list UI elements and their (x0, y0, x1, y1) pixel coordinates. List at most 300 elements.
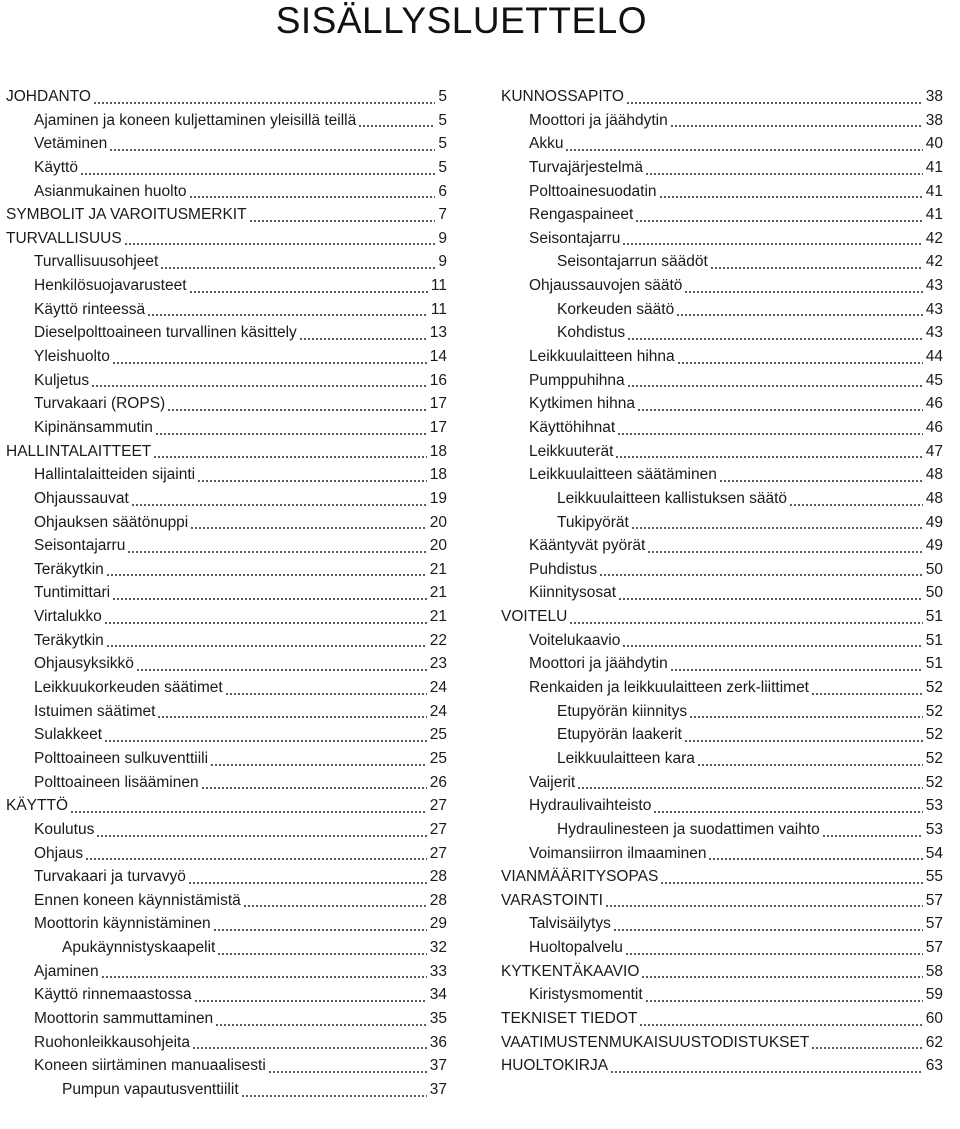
toc-entry-page: 24 (429, 679, 447, 697)
dot-leader (299, 338, 427, 340)
dot-leader (109, 149, 435, 151)
toc-entry-page: 42 (925, 253, 943, 271)
toc-entry-title: Puhdistus (529, 560, 598, 578)
toc-entry-page: 14 (429, 348, 447, 366)
toc-entry-page: 54 (925, 844, 943, 862)
toc-entry[interactable] (6, 1078, 447, 1102)
toc-entry-title: Moottorin käynnistäminen (34, 915, 211, 933)
toc-entry[interactable] (501, 983, 943, 1007)
toc-entry[interactable] (501, 652, 943, 676)
dot-leader (188, 882, 427, 884)
dot-leader (147, 314, 428, 316)
dot-leader (190, 527, 426, 529)
toc-entry-title: Käyttö rinnemaastossa (34, 986, 192, 1004)
dot-leader (627, 385, 923, 387)
toc-entry-title: Ajaminen ja koneen kuljettaminen yleisillä teillä (34, 111, 357, 129)
toc-entry-title: Istuimen säätimet (34, 702, 156, 720)
toc-entry-title: Henkilösuojavarusteet (34, 277, 187, 295)
dot-leader (80, 173, 435, 175)
dot-leader (618, 598, 923, 600)
toc-entry[interactable] (501, 723, 943, 747)
toc-entry-page: 46 (925, 418, 943, 436)
dot-leader (569, 622, 922, 624)
toc-entry-page: 53 (925, 797, 943, 815)
toc-entry-title: TURVALLISUUS (6, 229, 122, 247)
toc-entry[interactable] (6, 558, 447, 582)
toc-entry[interactable] (501, 487, 943, 511)
toc-entry-title: Turvakaari ja turvavyö (34, 868, 186, 886)
toc-entry-page: 58 (925, 962, 943, 980)
toc-entry[interactable] (501, 676, 943, 700)
dot-leader (160, 267, 435, 269)
toc-entry[interactable] (6, 440, 447, 464)
toc-entry[interactable] (501, 85, 943, 109)
toc-entry-title: Moottori ja jäähdytin (529, 111, 668, 129)
toc-entry-title: Talvisäilytys (529, 915, 611, 933)
toc-entry-page: 62 (925, 1033, 943, 1051)
toc-entry[interactable] (501, 298, 943, 322)
toc-entry-page: 42 (925, 229, 943, 247)
toc-entry[interactable] (6, 463, 447, 487)
dot-leader (136, 669, 427, 671)
toc-entry-page: 51 (925, 655, 943, 673)
toc-entry[interactable] (6, 983, 447, 1007)
dot-leader (622, 645, 922, 647)
toc-entry-page: 36 (429, 1033, 447, 1051)
toc-entry[interactable] (501, 794, 943, 818)
toc-entry-page: 37 (429, 1057, 447, 1075)
toc-entry-title: VOITELU (501, 608, 568, 626)
toc-entry[interactable] (501, 936, 943, 960)
toc-entry-page: 49 (925, 537, 943, 555)
toc-entry-title: Teräkytkin (34, 560, 104, 578)
toc-entry-page: 41 (925, 158, 943, 176)
toc-entry-title: Sulakkeet (34, 726, 103, 744)
toc-entry[interactable] (6, 700, 447, 724)
dot-leader (689, 716, 923, 718)
toc-entry[interactable] (6, 629, 447, 653)
toc-entry[interactable] (6, 794, 447, 818)
toc-entry[interactable] (6, 132, 447, 156)
dot-leader (268, 1071, 427, 1073)
toc-entry-title: Rengaspaineet (529, 206, 634, 224)
dot-leader (637, 409, 923, 411)
toc-entry[interactable] (501, 605, 943, 629)
toc-entry-title: Etupyörän kiinnitys (557, 702, 688, 720)
toc-entry-title: Leikkuuterät (529, 442, 614, 460)
toc-entry-page: 50 (925, 560, 943, 578)
dot-leader (106, 574, 427, 576)
dot-leader (153, 456, 426, 458)
toc-entry[interactable] (6, 842, 447, 866)
toc-entry[interactable] (501, 369, 943, 393)
toc-entry-title: Kohdistus (557, 324, 626, 342)
toc-entry[interactable] (501, 960, 943, 984)
toc-entry[interactable] (501, 321, 943, 345)
dot-leader (639, 1024, 922, 1026)
toc-entry[interactable] (6, 250, 447, 274)
toc-entry-page: 24 (429, 702, 447, 720)
toc-entry[interactable] (501, 534, 943, 558)
dot-leader (684, 740, 923, 742)
toc-entry-title: Koneen siirtäminen manuaalisesti (34, 1057, 266, 1075)
toc-entry-title: Renkaiden ja leikkuulaitteen zerk-liittimet (529, 679, 809, 697)
toc-entry[interactable] (501, 132, 943, 156)
dot-leader (670, 125, 923, 127)
toc-entry[interactable] (501, 1007, 943, 1031)
toc-entry-title: Voitelukaavio (529, 631, 621, 649)
toc-entry-title: Dieselpolttoaineen turvallinen käsittely (34, 324, 297, 342)
dot-leader (96, 835, 426, 837)
dot-leader (789, 504, 923, 506)
toc-entry[interactable] (6, 936, 447, 960)
toc-entry[interactable] (501, 1054, 943, 1078)
dot-leader (811, 1047, 922, 1049)
dot-leader (670, 669, 923, 671)
toc-entry-title: Akku (529, 135, 564, 153)
toc-entry[interactable] (6, 321, 447, 345)
toc-entry-page: 5 (438, 111, 447, 129)
dot-leader (215, 1024, 427, 1026)
toc-entry-page: 18 (429, 466, 447, 484)
toc-entry[interactable] (6, 274, 447, 298)
toc-entry[interactable] (6, 156, 447, 180)
dot-leader (647, 551, 922, 553)
toc-entry[interactable] (6, 534, 447, 558)
toc-entry[interactable] (501, 392, 943, 416)
toc-entry-title: Polttoaineen sulkuventtiili (34, 749, 209, 767)
dot-leader (167, 409, 427, 411)
toc-entry-page: 9 (438, 253, 447, 271)
toc-entry[interactable] (501, 274, 943, 298)
toc-entry[interactable] (6, 605, 447, 629)
toc-entry-title: VAATIMUSTENMUKAISUUSTODISTUKSET (501, 1033, 810, 1051)
toc-entry[interactable] (501, 180, 943, 204)
toc-entry[interactable] (501, 156, 943, 180)
toc-entry-page: 52 (925, 726, 943, 744)
dot-leader (243, 905, 427, 907)
toc-entry[interactable] (6, 416, 447, 440)
dot-leader (189, 196, 436, 198)
dot-leader (708, 858, 922, 860)
toc-entry-page: 21 (429, 584, 447, 602)
toc-entry-page: 45 (925, 371, 943, 389)
toc-entry-page: 48 (925, 489, 943, 507)
toc-entry[interactable] (6, 723, 447, 747)
toc-entry-page: 46 (925, 395, 943, 413)
toc-entry-page: 57 (925, 915, 943, 933)
toc-entry[interactable] (501, 227, 943, 251)
toc-entry-title: KYTKENTÄKAAVIO (501, 962, 640, 980)
toc-entry-title: VIANMÄÄRITYSOPAS (501, 868, 659, 886)
dot-leader (684, 291, 922, 293)
toc-entry-page: 51 (925, 631, 943, 649)
toc-entry[interactable] (6, 581, 447, 605)
toc-entry-page: 20 (429, 513, 447, 531)
toc-entry-title: Moottorin sammuttaminen (34, 1009, 214, 1027)
toc-entry-title: Teräkytkin (34, 631, 104, 649)
toc-entry-page: 49 (925, 513, 943, 531)
toc-entry[interactable] (501, 747, 943, 771)
toc-entry[interactable] (501, 581, 943, 605)
toc-entry-page: 28 (429, 868, 447, 886)
toc-entry-page: 38 (925, 111, 943, 129)
toc-entry-page: 22 (429, 631, 447, 649)
toc-entry-page: 43 (925, 300, 943, 318)
toc-entry[interactable] (6, 865, 447, 889)
toc-entry-title: Koulutus (34, 820, 95, 838)
toc-entry-title: Voimansiirron ilmaaminen (529, 844, 707, 862)
toc-entry[interactable] (501, 1031, 943, 1055)
dot-leader (610, 1071, 923, 1073)
toc-entry-title: Hydraulivaihteisto (529, 797, 652, 815)
toc-entry[interactable] (501, 818, 943, 842)
toc-entry-page: 27 (429, 820, 447, 838)
dot-leader (622, 243, 922, 245)
dot-leader (70, 811, 427, 813)
toc-entry[interactable] (6, 369, 447, 393)
toc-entry-page: 25 (429, 726, 447, 744)
toc-entry-title: Vetäminen (34, 135, 108, 153)
toc-entry-page: 55 (925, 868, 943, 886)
toc-entry[interactable] (501, 203, 943, 227)
toc-entry[interactable] (501, 912, 943, 936)
dot-leader (565, 149, 922, 151)
dot-leader (93, 102, 435, 104)
toc-entry-page: 19 (429, 489, 447, 507)
toc-entry[interactable] (6, 747, 447, 771)
toc-entry-page: 57 (925, 891, 943, 909)
toc-entry-title: Turvallisuusohjeet (34, 253, 159, 271)
toc-entry-title: Kytkimen hihna (529, 395, 635, 413)
dot-leader (653, 811, 922, 813)
toc-entry-title: Korkeuden säätö (557, 300, 675, 318)
toc-entry-page: 20 (429, 537, 447, 555)
toc-entry-page: 52 (925, 679, 943, 697)
toc-entry-page: 57 (925, 939, 943, 957)
toc-entry[interactable] (501, 511, 943, 535)
toc-entry-title: Ohjauksen säätönuppi (34, 513, 189, 531)
toc-entry-page: 63 (925, 1057, 943, 1075)
toc-entry-title: Seisontajarrun säädöt (557, 253, 708, 271)
toc-entry-page: 33 (429, 962, 447, 980)
dot-leader (660, 882, 922, 884)
toc-entry-page: 44 (925, 348, 943, 366)
dot-leader (217, 953, 426, 955)
toc-entry-page: 17 (429, 395, 447, 413)
toc-entry-page: 43 (925, 277, 943, 295)
toc-entry-page: 23 (429, 655, 447, 673)
toc-entry-page: 41 (925, 206, 943, 224)
dot-leader (131, 504, 427, 506)
toc-entry[interactable] (6, 203, 447, 227)
dot-leader (615, 456, 922, 458)
toc-entry-page: 53 (925, 820, 943, 838)
dot-leader (85, 858, 427, 860)
toc-entry[interactable] (6, 85, 447, 109)
dot-leader (631, 527, 923, 529)
toc-entry-page: 21 (429, 560, 447, 578)
toc-entry-page: 41 (925, 182, 943, 200)
toc-entry-title: Hallintalaitteiden sijainti (34, 466, 196, 484)
toc-entry-page: 5 (438, 135, 447, 153)
toc-entry[interactable] (6, 392, 447, 416)
dot-leader (676, 314, 923, 316)
dot-leader (599, 574, 923, 576)
toc-entry-page: 48 (925, 466, 943, 484)
toc-entry[interactable] (6, 676, 447, 700)
dot-leader (625, 953, 923, 955)
toc-entry-page: 50 (925, 584, 943, 602)
toc-entry-title: Asianmukainen huolto (34, 182, 187, 200)
toc-entry-title: Kuljetus (34, 371, 90, 389)
toc-entry[interactable] (501, 700, 943, 724)
dot-leader (210, 764, 427, 766)
dot-leader (626, 102, 923, 104)
dot-leader (710, 267, 923, 269)
toc-entry[interactable] (501, 463, 943, 487)
toc-entry[interactable] (501, 416, 943, 440)
toc-entry-title: Ajaminen (34, 962, 99, 980)
toc-entry-title: Seisontajarru (34, 537, 126, 555)
toc-entry[interactable] (6, 180, 447, 204)
toc-entry-title: Huoltopalvelu (529, 939, 623, 957)
toc-entry-page: 32 (429, 939, 447, 957)
dot-leader (201, 787, 427, 789)
toc-entry[interactable] (6, 771, 447, 795)
dot-leader (104, 740, 427, 742)
toc-entry[interactable] (501, 629, 943, 653)
toc-entry-title: Kääntyvät pyörät (529, 537, 646, 555)
toc-entry-page: 26 (429, 773, 447, 791)
toc-entry[interactable] (6, 1007, 447, 1031)
toc-entry-page: 7 (438, 206, 447, 224)
toc-entry-title: Tuntimittari (34, 584, 111, 602)
toc-entry-title: Leikkuukorkeuden säätimet (34, 679, 223, 697)
toc-entry-page: 21 (429, 608, 447, 626)
toc-entry[interactable] (6, 652, 447, 676)
dot-leader (155, 433, 427, 435)
toc-entry-page: 27 (429, 797, 447, 815)
toc-entry-title: VARASTOINTI (501, 891, 603, 909)
toc-entry-title: Ohjaussauvat (34, 489, 129, 507)
toc-entry[interactable] (6, 298, 447, 322)
dot-leader (124, 243, 436, 245)
toc-entry[interactable] (6, 487, 447, 511)
dot-leader (627, 338, 923, 340)
toc-entry-title: Ohjaussauvojen säätö (529, 277, 683, 295)
dot-leader (192, 1047, 427, 1049)
toc-entry-title: Vaijerit (529, 773, 576, 791)
toc-entry-page: 28 (429, 891, 447, 909)
toc-entry-page: 59 (925, 986, 943, 1004)
toc-entry[interactable] (6, 889, 447, 913)
dot-leader (659, 196, 923, 198)
toc-column-left (6, 85, 447, 1102)
toc-entry-page: 47 (925, 442, 943, 460)
toc-entry-page: 9 (438, 229, 447, 247)
toc-entry-title: Polttoainesuodatin (529, 182, 657, 200)
toc-entry[interactable] (6, 511, 447, 535)
toc-entry[interactable] (6, 109, 447, 133)
toc-entry[interactable] (6, 960, 447, 984)
dot-leader (645, 173, 923, 175)
dot-leader (635, 220, 922, 222)
toc-entry-page: 52 (925, 702, 943, 720)
toc-entry[interactable] (501, 771, 943, 795)
toc-entry-title: Pumppuhihna (529, 371, 625, 389)
toc-entry-title: Ohjaus (34, 844, 84, 862)
toc-entry-title: SYMBOLIT JA VAROITUSMERKIT (6, 206, 247, 224)
toc-entry-title: TEKNISET TIEDOT (501, 1009, 638, 1027)
toc-entry[interactable] (501, 345, 943, 369)
toc-entry-page: 52 (925, 773, 943, 791)
toc-entry-title: Moottori ja jäähdytin (529, 655, 668, 673)
toc-entry-page: 35 (429, 1009, 447, 1027)
toc-entry-title: Kiristysmomentit (529, 986, 643, 1004)
dot-leader (197, 480, 427, 482)
dot-leader (641, 976, 922, 978)
dot-leader (605, 905, 923, 907)
toc-entry[interactable] (501, 250, 943, 274)
dot-leader (719, 480, 923, 482)
dot-leader (577, 787, 923, 789)
toc-entry-page: 18 (429, 442, 447, 460)
dot-leader (697, 764, 923, 766)
toc-entry-title: Turvajärjestelmä (529, 158, 643, 176)
toc-entry[interactable] (501, 440, 943, 464)
dot-leader (101, 976, 427, 978)
toc-entry[interactable] (501, 865, 943, 889)
toc-entry-page: 34 (429, 986, 447, 1004)
dot-leader (104, 622, 427, 624)
toc-entry-title: Kipinänsammutin (34, 418, 153, 436)
toc-entry[interactable] (6, 1031, 447, 1055)
toc-entry-title: Apukäynnistyskaapelit (62, 939, 216, 957)
toc-entry-title: HALLINTALAITTEET (6, 442, 152, 460)
toc-entry-title: Kiinnitysosat (529, 584, 617, 602)
toc-entry-title: Leikkuulaitteen säätäminen (529, 466, 717, 484)
toc-entry-title: Ruohonleikkausohjeita (34, 1033, 190, 1051)
toc-entry[interactable] (6, 818, 447, 842)
toc-entry-page: 11 (430, 277, 447, 295)
dot-leader (241, 1095, 427, 1097)
toc-entry-page: 40 (925, 135, 943, 153)
toc-entry-page: 52 (925, 749, 943, 767)
toc-entry[interactable] (6, 1054, 447, 1078)
toc-entry[interactable] (501, 558, 943, 582)
toc-entry-title: KÄYTTÖ (6, 797, 69, 815)
toc-entry-title: JOHDANTO (6, 88, 91, 105)
dot-leader (194, 1000, 427, 1002)
dot-leader (613, 929, 923, 931)
dot-leader (811, 693, 923, 695)
toc-entry[interactable] (501, 889, 943, 913)
dot-leader (189, 291, 428, 293)
toc-entry[interactable] (6, 227, 447, 251)
toc-entry-title: Yleishuolto (34, 348, 110, 366)
dot-leader (127, 551, 426, 553)
toc-entry[interactable] (501, 109, 943, 133)
dot-leader (249, 220, 436, 222)
toc-entry[interactable] (6, 345, 447, 369)
toc-entry[interactable] (6, 912, 447, 936)
toc-entry[interactable] (501, 842, 943, 866)
dot-leader (617, 433, 923, 435)
dot-leader (822, 835, 923, 837)
dot-leader (112, 362, 427, 364)
toc-entry-page: 25 (429, 749, 447, 767)
